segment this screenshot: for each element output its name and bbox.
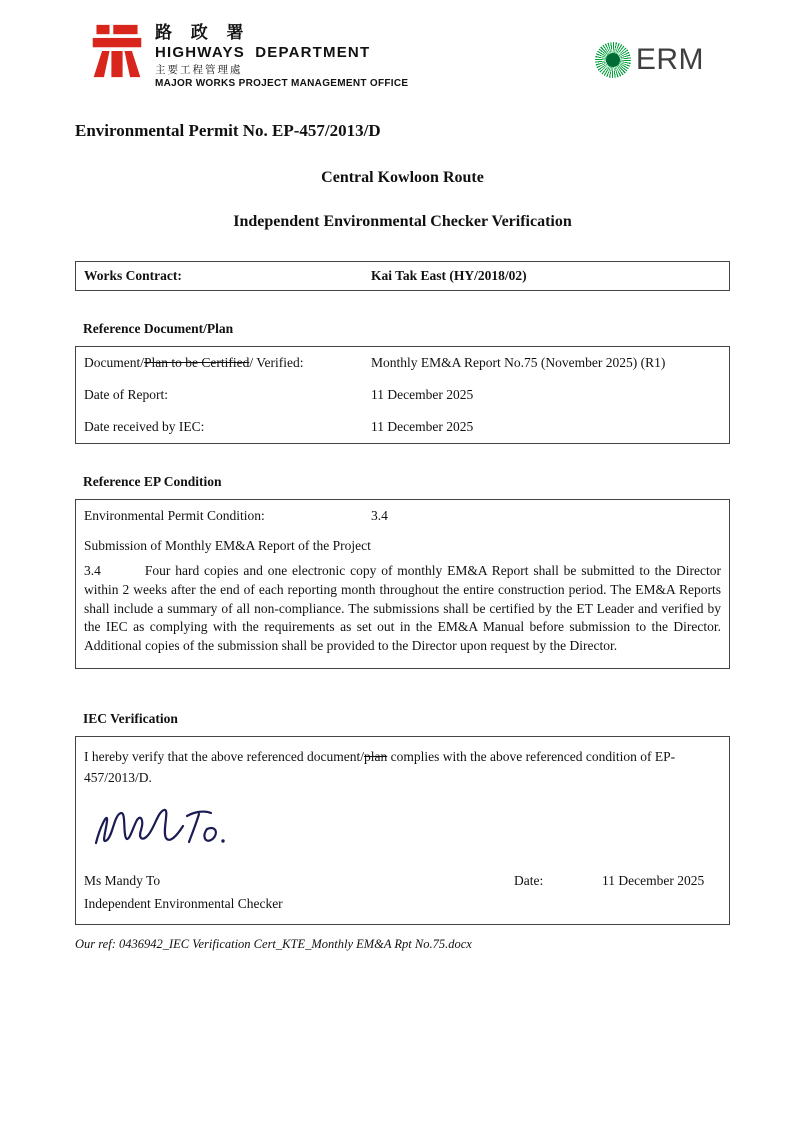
dept-text-block [155,22,408,91]
signatory-title: Independent Environmental Checker [84,896,283,912]
ep-clause-paragraph [84,562,721,656]
works-contract-label: Works Contract: [84,267,182,283]
reference-ep-box [75,499,730,669]
document-row [76,347,729,379]
statement-suffix: complies with the above referenced condition of EP-457/2013/D. [84,749,676,786]
iec-verification-box [75,736,730,925]
office-name-chinese: 主要工程管理處 [155,64,243,77]
date-received-value: 11 December 2025 [371,418,474,434]
ep-condition-row [76,500,729,532]
iec-verification-heading: IEC Verification [83,711,178,727]
works-contract-row [76,262,729,290]
document-value: Monthly EM&A Report No.75 (November 2025) (R1) [371,354,666,370]
statement-prefix: I hereby verify that the above referenced document/ [84,749,364,765]
dept-name-chinese: 路 政 署 [155,23,251,42]
works-contract-value: Kai Tak East (HY/2018/02) [371,267,527,283]
reference-document-box [75,346,730,444]
clause-text: Four hard copies and one electronic copy of monthly EM&A Report shall be submitted to the Director within 2 weeks after the end of each reporting month throughout the entire construction period. The EM&A Reports shall include a summary of all non-compliance. The submissions shall be certified by the ET Leader and verified by the IEC as complying with the requirements as set out in the EM&A Manual before submission to the Director. Additional copies of the submission shall be provided to the Director upon request by the Director. [84,562,721,654]
date-of-report-label: Date of Report: [84,386,168,402]
ep-condition-value: 3.4 [371,507,388,523]
date-of-report-row [76,379,729,411]
submission-line: Submission of Monthly EM&A Report of the Project [84,537,371,553]
document-header [89,22,704,91]
clause-number: 3.4 [84,562,101,578]
date-label: Date: [514,873,544,889]
erm-logo-text: ERM [635,43,704,76]
verification-statement [84,747,721,789]
works-contract-box [75,261,730,291]
document-label-struck: Plan to be Certified [144,354,250,370]
dept-name-english: HIGHWAYS DEPARTMENT [155,43,371,61]
document-label [84,355,371,371]
office-name-english: MAJOR WORKS PROJECT MANAGEMENT OFFICE [155,78,409,90]
reference-ep-heading: Reference EP Condition [83,473,222,489]
erm-logo [595,42,704,78]
statement-struck: plan [364,749,388,765]
project-title: Central Kowloon Route [321,168,484,186]
permit-number-title: Environmental Permit No. EP-457/2013/D [75,120,381,140]
signature-image [90,803,240,855]
highways-department-branding [89,22,408,91]
document-label-prefix: Document/ [84,354,144,370]
verification-title: Independent Environmental Checker Verification [233,212,572,230]
date-received-row [76,411,729,443]
date-of-report-value: 11 December 2025 [371,386,474,402]
reference-document-heading: Reference Document/Plan [83,320,234,336]
date-received-label: Date received by IEC: [84,418,205,434]
date-value: 11 December 2025 [602,873,705,889]
signatory-row [76,861,729,889]
highways-department-logo-icon [89,22,145,80]
our-ref-line: Our ref: 0436942_IEC Verification Cert_KTE_Monthly EM&A Rpt No.75.docx [75,937,472,952]
erm-globe-icon [595,42,631,78]
ep-condition-label: Environmental Permit Condition: [84,507,265,523]
signatory-name: Ms Mandy To [84,873,161,889]
signature-area [90,803,729,861]
document-label-suffix: / Verified: [249,354,304,370]
